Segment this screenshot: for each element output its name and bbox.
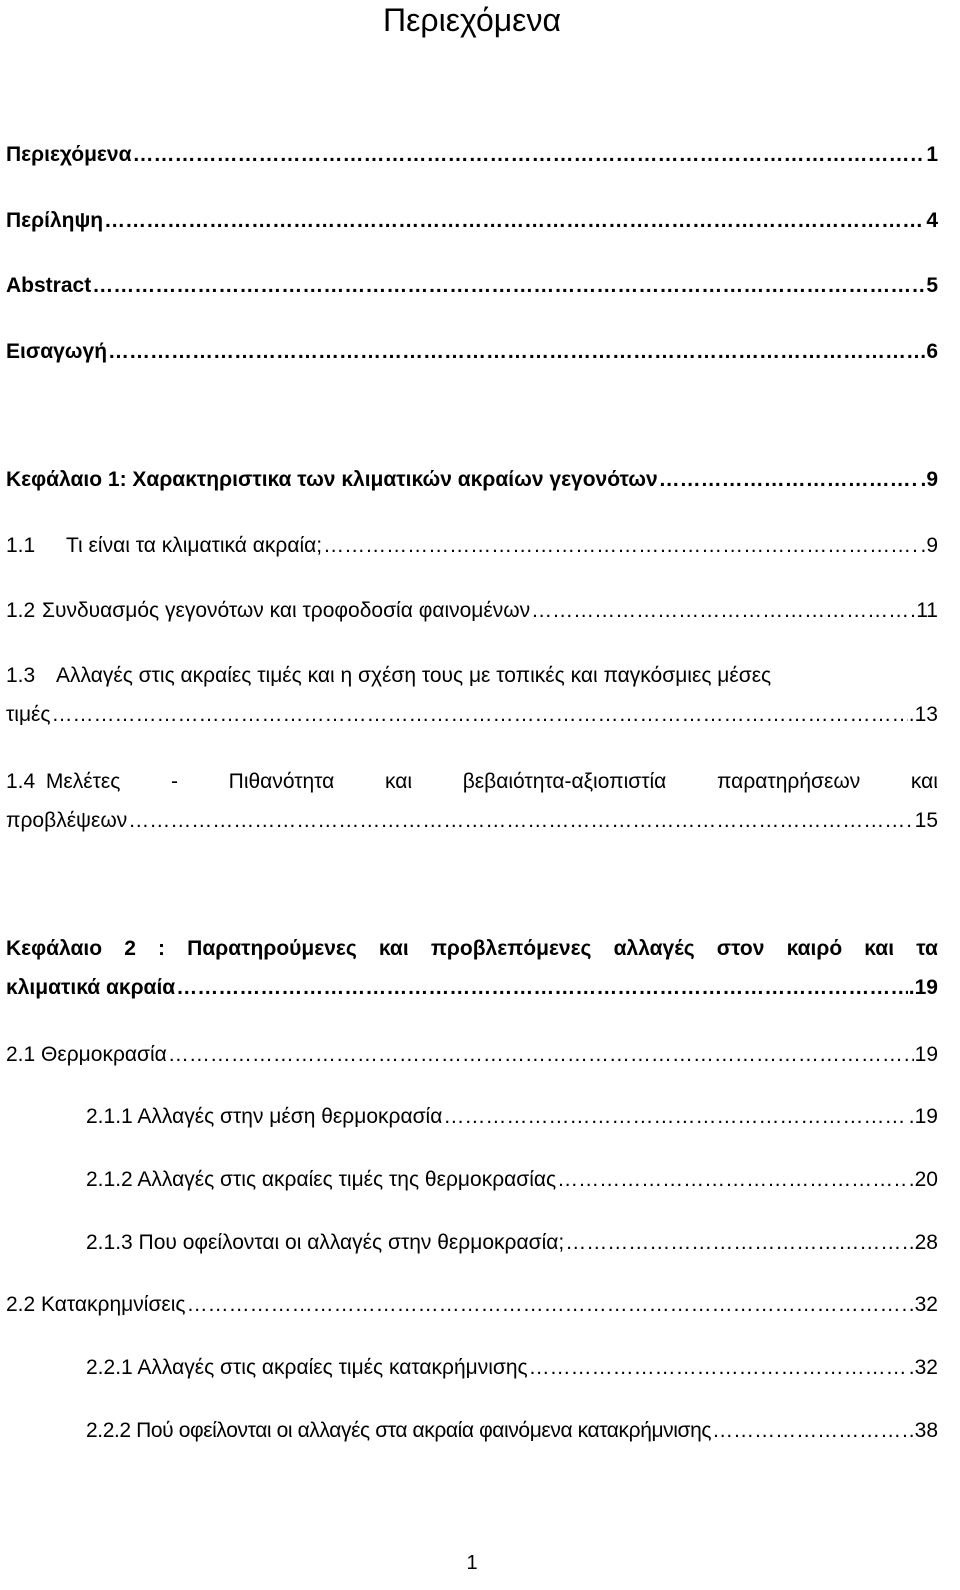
toc-entry-chapter-2-continuation[interactable] <box>6 974 938 1002</box>
toc-entry-text: Εισαγωγή <box>6 340 108 363</box>
toc-entry-2-1-3[interactable] <box>86 1229 938 1257</box>
toc-entry-1-4-continuation[interactable] <box>6 807 938 835</box>
toc-leader-dots <box>52 701 908 729</box>
toc-leader-dots <box>133 141 926 169</box>
toc-entry-text: προβλέψεων <box>6 809 128 832</box>
toc-page-number: 15 <box>914 809 938 832</box>
toc-page-number: .20 <box>908 1168 938 1191</box>
toc-word: : <box>158 937 166 960</box>
toc-word: Πιθανότητα <box>228 770 335 793</box>
toc-leader-dots <box>104 207 925 235</box>
toc-entry-2-2-2[interactable] <box>86 1417 938 1445</box>
toc-word: παρατηρήσεων <box>716 770 861 793</box>
toc-entry-number: 1.3 <box>6 664 36 687</box>
toc-entry-text: Αλλαγές στις ακραίες τιμές και η σχέση τους με τοπικές και παγκόσμιες μέσες <box>56 664 772 687</box>
toc-leader-dots <box>187 1291 908 1319</box>
toc-entry-chapter-1[interactable] <box>6 466 938 494</box>
toc-word: Μελέτες <box>45 770 121 793</box>
toc-leader-dots <box>128 807 913 835</box>
toc-page-number: .13 <box>908 703 938 726</box>
toc-entry-2-1[interactable] <box>6 1041 938 1069</box>
toc-page-number: 6 <box>926 340 938 363</box>
toc-entry-text: 2.1.1 Αλλαγές στην μέση θερμοκρασία <box>86 1105 443 1128</box>
toc-word: τα <box>916 937 938 960</box>
toc-page-number: 19 <box>914 1043 938 1066</box>
toc-page-number: .19 <box>908 976 938 999</box>
toc-entry-number: 1.2 <box>6 599 36 622</box>
toc-page-number: 4 <box>926 209 938 232</box>
toc-leader-dots <box>92 272 925 300</box>
toc-word: και <box>910 770 938 793</box>
toc-word: και <box>864 937 895 960</box>
toc-word: Κεφάλαιο <box>6 937 103 960</box>
toc-page-number: .32 <box>908 1293 938 1316</box>
toc-entry-1-4[interactable] <box>6 768 938 796</box>
toc-page-number: .9 <box>920 534 938 557</box>
toc-entry-text: Συνδυασμός γεγονότων και τροφοδοσία φαινομένων <box>42 599 531 622</box>
toc-leader-dots <box>108 338 925 366</box>
toc-entry-text: κλιματικά ακραία <box>6 976 176 999</box>
toc-entry-text: Περίληψη <box>6 209 104 232</box>
toc-word: και <box>384 770 413 793</box>
toc-entry-abstract[interactable] <box>6 272 938 300</box>
toc-leader-dots <box>712 1417 914 1445</box>
toc-leader-dots <box>176 974 908 1002</box>
toc-entry-chapter-2[interactable] <box>6 935 938 963</box>
toc-leader-dots <box>659 466 920 494</box>
toc-entry-2-1-1[interactable] <box>86 1103 938 1131</box>
page-title: Περιεχόμενα <box>383 2 561 38</box>
toc-leader-dots <box>557 1166 908 1194</box>
toc-entry-text: Κεφάλαιο 1: Χαρακτηριστικα των κλιματικών ακραίων γεγονότων <box>6 468 658 491</box>
toc-entry-text: 2.2.1 Αλλαγές στις ακραίες τιμές κατακρήμνισης <box>86 1356 528 1379</box>
toc-word: 1.4 <box>6 770 36 793</box>
toc-entry-1-3[interactable] <box>6 662 938 690</box>
toc-page-number: .28 <box>908 1231 938 1254</box>
toc-word: και <box>378 937 409 960</box>
toc-leader-dots <box>443 1103 907 1131</box>
toc-word: Παρατηρούμενες <box>187 937 357 960</box>
toc-entry-2-2[interactable] <box>6 1291 938 1319</box>
toc-entry-2-2-1[interactable] <box>86 1354 938 1382</box>
toc-entry-text: 2.1 Θερμοκρασία <box>6 1043 167 1066</box>
toc-entry-2-1-2[interactable] <box>86 1166 938 1194</box>
toc-word: προβλεπόμενες <box>430 937 592 960</box>
toc-leader-dots <box>529 1354 908 1382</box>
toc-leader-dots <box>565 1229 908 1257</box>
toc-entry-text: Περιεχόμενα <box>6 143 132 166</box>
toc-entry-text: τιμές <box>6 703 51 726</box>
toc-word: βεβαιότητα-αξιοπιστία <box>462 770 667 793</box>
toc-leader-dots <box>323 532 919 560</box>
toc-entry-1-3-continuation[interactable] <box>6 701 938 729</box>
toc-entry-1-2[interactable] <box>6 597 938 625</box>
toc-page-number: 11 <box>916 599 938 622</box>
toc-entry-summary[interactable] <box>6 207 938 235</box>
toc-entry-text: 2.1.2 Αλλαγές στις ακραίες τιμές της θερμοκρασίας <box>86 1168 557 1191</box>
toc-entry-contents[interactable] <box>6 141 938 169</box>
toc-word: αλλαγές <box>613 937 695 960</box>
toc-page-number: 5 <box>926 274 938 297</box>
toc-word: καιρό <box>786 937 843 960</box>
toc-entry-text: 2.1.3 Που οφείλονται οι αλλαγές στην θερμοκρασία; <box>86 1231 565 1254</box>
toc-word: στον <box>716 937 765 960</box>
toc-page-number: .32 <box>908 1356 938 1379</box>
toc-entry-1-1[interactable] <box>6 532 938 560</box>
toc-entry-number: 1.1 <box>6 534 36 557</box>
toc-page-number: 1 <box>926 143 938 166</box>
toc-entry-text: 2.2 Κατακρημνίσεις <box>6 1293 186 1316</box>
toc-page-number: 38 <box>914 1419 938 1442</box>
toc-word: - <box>171 770 179 793</box>
toc-entry-introduction[interactable] <box>6 338 938 366</box>
toc-page-number: .19 <box>908 1105 938 1128</box>
toc-entry-text: Τι είναι τα κλιματικά ακραία; <box>66 534 323 557</box>
toc-page-number: .9 <box>920 468 938 491</box>
toc-leader-dots <box>168 1041 914 1069</box>
toc-entry-text: 2.2.2 Πού οφείλονται οι αλλαγές στα ακραία φαινόμενα κατακρήμνισης <box>86 1419 712 1442</box>
toc-leader-dots <box>531 597 915 625</box>
toc-word: 2 <box>124 937 136 960</box>
page-footer-number: 1 <box>466 1552 478 1574</box>
toc-entry-text: Abstract <box>6 274 92 297</box>
